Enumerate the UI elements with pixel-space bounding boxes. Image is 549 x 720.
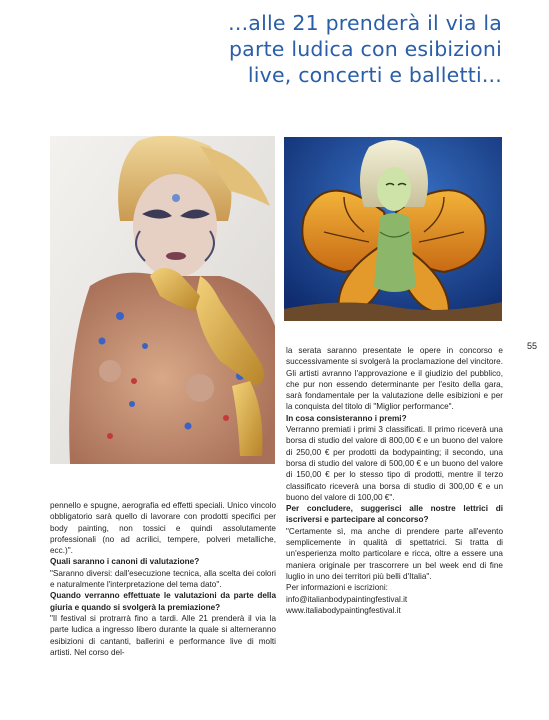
article-column-left: [50, 500, 276, 658]
body-painting-photo-right: [284, 137, 502, 321]
body-paragraph: pennello e spugne, aerografia ed effetti speciali. Unico vincolo obbligatorio sarà quello di lavorare con prodotti specifici per body painting, non tossici e quindi assolutamente professionali (no ad acrilici, tempere, polveri metalliche, ecc.)".: [50, 501, 276, 556]
pull-quote-headline: [162, 10, 502, 88]
headline-line: live, concerti e balletti...: [247, 63, 502, 87]
body-painting-photo-left-image: [50, 136, 275, 464]
body-paragraph: "Certamente sì, ma anche di prendere parte all'evento semplicemente in qualità di spettatrici. Si tratta di un'esperienza molto particolare e ricca, oltre a essere una maniera originale per trascorrere un bel week end di fine luglio in uno dei territori più belli d'Italia".: [286, 526, 503, 581]
body-painting-photo-left: [50, 136, 275, 464]
contact-label: Per informazioni e iscrizioni:: [286, 583, 388, 593]
headline-line: parte ludica con esibizioni: [228, 37, 502, 61]
page-number: 55: [526, 341, 537, 351]
interview-question: In cosa consisteranno i premi?: [286, 413, 407, 423]
contact-email: info@italianbodypaintingfestival.it: [286, 594, 408, 604]
headline-line: ...alle 21 prenderà il via la: [228, 11, 502, 35]
body-paragraph: Verranno premiati i primi 3 classificati. Il primo riceverà una borsa di studio del valore di 800,00 € e un buono del valore di 250,00 € per prodotti da bodypainting; il secondo, una borsa di studio del valore di 500,00 € e un buono del valore di 150,00 € per lo stesso tipo di prodotti, mentre il terzo classificato riceverà una borsa di studio di 300,00 € e un buono del valore di 100,00 €".: [286, 425, 503, 502]
article-column-right: [286, 345, 503, 616]
body-painting-photo-right-image: [284, 137, 502, 321]
body-paragraph: la serata saranno presentate le opere in concorso e successivamente si svolgerà la proclamazione del vincitore. Gli artisti avranno l'approvazione e il giudizio del pubblico, che pur non essendo determinante per l'esito della gara, sarà fondamentale per la valutazione delle esibizioni e per la conquista del titolo di "Miglior performance".: [286, 346, 503, 412]
interview-question: Per concludere, suggerisci alle nostre lettrici di iscriversi e partecipare al concorso?: [286, 504, 503, 525]
interview-question: Quando verranno effettuate le valutazioni da parte della giuria e quando si svolgerà la premiazione?: [50, 591, 276, 612]
body-paragraph: "Il festival si protrarrà fino a tardi. Alle 21 prenderà il via la parte ludica a ingresso libero durante la quale si alterneranno esibizioni di cantanti, ballerini e performance live di molti artisti. Nel corso del-: [50, 613, 276, 657]
contact-website: www.italiabodypaintingfestival.it: [286, 605, 401, 615]
interview-question: Quali saranno i canoni di valutazione?: [50, 557, 200, 567]
body-paragraph: "Saranno diversi: dall'esecuzione tecnica, alla scelta dei colori e naturalmente l'interpretazione del tema dato".: [50, 568, 276, 590]
